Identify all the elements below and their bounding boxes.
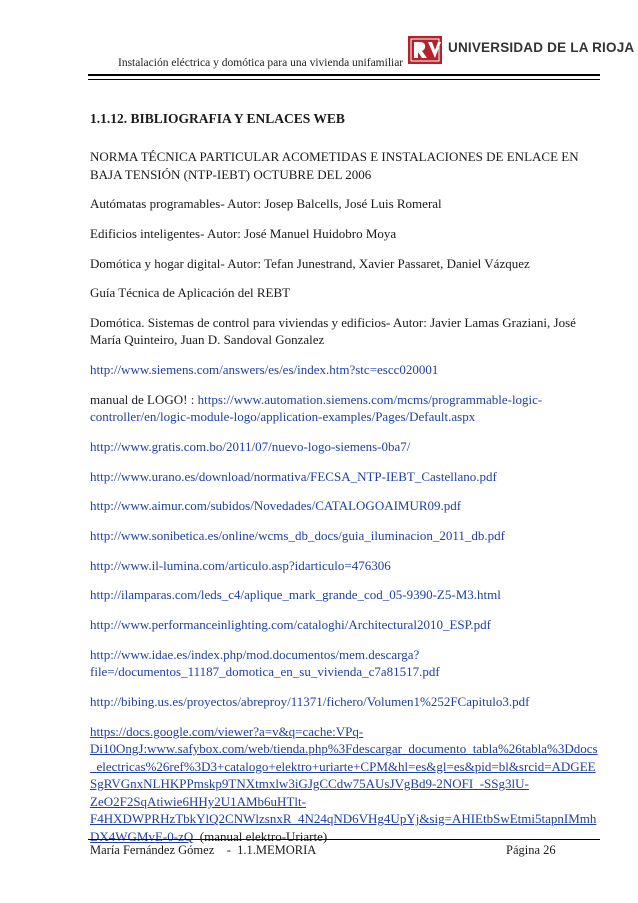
web-link[interactable]: https://www.automation.siemens.com/mcms/programmable-logic-controller/en/logic-module-logo/application-examples/Pages/Default.aspx xyxy=(90,391,543,425)
entry-prefix: manual de LOGO! : xyxy=(90,391,198,407)
bibliography-link-entry xyxy=(90,438,602,456)
bibliography-entry xyxy=(90,148,602,183)
bibliography-link-entry xyxy=(90,391,602,426)
entry-suffix: (manual elektro-Uriarte) xyxy=(193,828,328,844)
entry-text: Autómatas programables- Autor: Josep Balcells, José Luis Romeral xyxy=(90,196,442,212)
bibliography-link-entry xyxy=(90,527,602,545)
web-link[interactable]: http://www.sonibetica.es/online/wcms_db_docs/guia_iluminacion_2011_db.pdf xyxy=(90,528,505,544)
web-link[interactable]: http://bibing.us.es/proyectos/abreproy/11371/fichero/Volumen1%252FCapitulo3.pdf xyxy=(90,694,530,709)
bibliography-link-entry xyxy=(90,361,602,379)
web-link[interactable]: http://www.gratis.com.bo/2011/07/nuevo-logo-siemens-0ba7/ xyxy=(90,439,411,454)
bibliography-link-entry xyxy=(90,616,602,634)
bibliography-entry xyxy=(90,284,602,302)
university-logo xyxy=(408,36,635,64)
web-link[interactable]: http://www.aimur.com/subidos/Novedades/CATALOGOAIMUR09.pdf xyxy=(90,498,462,514)
page-number: Página 26 xyxy=(506,843,556,857)
bibliography-link-entry xyxy=(90,693,602,711)
entry-text: NORMA TÉCNICA PARTICULAR ACOMETIDAS E INSTALACIONES DE ENLACE EN BAJA TENSIÓN (NTP-IEBT) OCTUBRE DEL 2006 xyxy=(90,149,579,182)
bibliography-link-entry xyxy=(90,646,602,681)
entry-text: Edificios inteligentes- Autor: José Manuel Huidobro Moya xyxy=(90,225,397,241)
footer-author-section: María Fernández Gómez - 1.1.MEMORIA xyxy=(90,843,317,857)
web-link[interactable]: http://www.idae.es/index.php/mod.documentos/mem.descarga?file=/documentos_11187_domotica_en_su_vivienda_c7a81517.pdf xyxy=(90,646,440,680)
web-link[interactable]: http://www.il-lumina.com/articulo.asp?idarticulo=476306 xyxy=(90,557,391,573)
bibliography-link-entry xyxy=(90,557,602,575)
bibliography-link-entry xyxy=(90,723,602,846)
web-link[interactable]: http://www.performanceinlighting.com/cataloghi/Architectural2010_ESP.pdf xyxy=(90,617,491,633)
entry-text: Domótica. Sistemas de control para viviendas y edificios- Autor: Javier Lamas Graziani, José María Quinteiro, Juan D. Sandoval Gonzalez xyxy=(90,314,576,348)
bibliography-link-entry xyxy=(90,468,602,486)
footer-divider xyxy=(88,839,600,840)
header-divider xyxy=(88,74,600,76)
bibliography-link-entry xyxy=(90,586,602,604)
bibliography-entry xyxy=(90,255,602,273)
web-link[interactable]: http://www.urano.es/download/normativa/FECSA_NTP-IEBT_Castellano.pdf xyxy=(90,468,497,484)
web-link[interactable]: https://docs.google.com/viewer?a=v&q=cache:VPq-Di10OngJ:www.safybox.com/web/tienda.php%3Fdescargar_documento_tabla%26tabla%3Ddocs_electricas%26ref%3D3+catalogo+elektro+uriarte+CPM&hl=es&gl=es&pid=bl&srcid=ADGEESgRVGnxNLHKPPmskp9TNXtmxlw3iGJgCCdw75AUsJVgBd9-2NOFI_-SSg3lU-ZeO2F2SqAtiwie6HHy2U1AMb6uHTlt-F4HXDWPRHzTbkYlQ2CNWlzsnxR_4N24qND6VHg4UpYj&sig=AHIEtbSwEtmi5tapnIMmhDX4WGMvE-0-zQ xyxy=(90,723,598,844)
header-divider-thin xyxy=(88,79,600,80)
bibliography-list xyxy=(90,148,602,857)
section-heading: 1.1.12. BIBLIOGRAFIA Y ENLACES WEB xyxy=(90,111,345,126)
web-link[interactable]: http://ilamparas.com/leds_c4/aplique_mark_grande_cod_05-9390-Z5-M3.html xyxy=(90,587,501,603)
bibliography-entry xyxy=(90,314,602,349)
header-title: Instalación eléctrica y domótica para una vivienda unifamiliar xyxy=(118,57,404,69)
entry-text: Guía Técnica de Aplicación del REBT xyxy=(90,285,291,301)
bibliography-entry xyxy=(90,225,602,243)
university-logo-icon xyxy=(408,36,442,64)
entry-text: Domótica y hogar digital- Autor: Tefan Junestrand, Xavier Passaret, Daniel Vázquez xyxy=(90,255,530,271)
bibliography-link-entry xyxy=(90,497,602,515)
logo-text: UNIVERSIDAD DE LA RIOJA xyxy=(448,40,635,55)
bibliography-entry xyxy=(90,195,602,213)
web-link[interactable]: http://www.siemens.com/answers/es/es/index.htm?stc=escc020001 xyxy=(90,362,439,378)
